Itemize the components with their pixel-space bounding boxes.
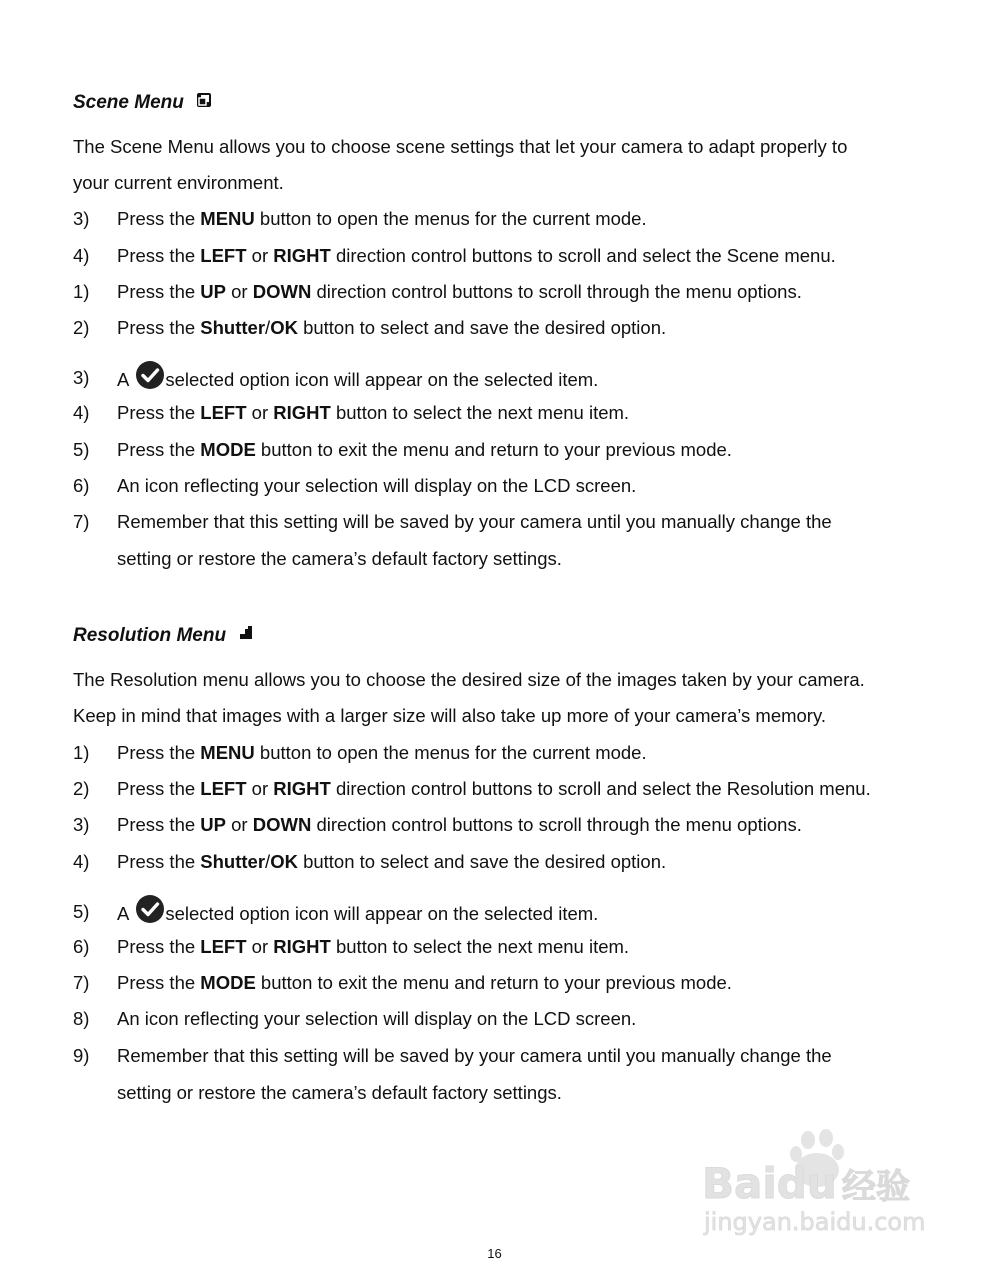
resolution-icon xyxy=(238,625,254,647)
checkmark-icon xyxy=(135,360,165,390)
button-name: LEFT xyxy=(200,936,247,957)
step-text xyxy=(117,504,947,577)
step-number: 9) xyxy=(73,1045,90,1066)
step-text xyxy=(117,807,947,844)
step-number: 4) xyxy=(73,402,90,423)
step-text-segment: selected option icon will appear on the selected item. xyxy=(165,903,599,924)
step-text-segment: Press the xyxy=(117,208,201,229)
step-text xyxy=(117,274,947,311)
step-text-segment: direction control buttons to scroll and select the Resolution menu. xyxy=(330,778,871,799)
step-text xyxy=(117,1001,947,1038)
step-number: 1) xyxy=(73,742,90,763)
step-number: 2) xyxy=(73,778,90,799)
step-number: 2) xyxy=(73,317,90,338)
step-number: 7) xyxy=(73,972,90,993)
step-text xyxy=(117,771,947,808)
step-number: 3) xyxy=(73,208,90,229)
step-text-segment: button to select and save the desired option. xyxy=(297,317,667,338)
step-text xyxy=(117,844,947,881)
step-text-segment: Press the xyxy=(117,439,201,460)
step-number: 1) xyxy=(73,281,90,302)
step-text-segment: A xyxy=(117,903,130,924)
step-number: 5) xyxy=(73,901,90,922)
step-text-segment: direction control buttons to scroll through the menu options. xyxy=(311,281,802,302)
checkmark-icon xyxy=(135,894,165,924)
step-text-segment: Press the xyxy=(117,851,201,872)
step-text-segment: A xyxy=(117,369,130,390)
step-text-segment: direction control buttons to scroll through the menu options. xyxy=(311,814,802,835)
resolution-intro-line-1: The Resolution menu allows you to choose the desired size of the images taken by your camera. xyxy=(73,669,865,690)
step-text xyxy=(117,735,947,772)
scene-intro-line-2: your current environment. xyxy=(73,172,284,193)
scene-menu-heading xyxy=(73,92,212,114)
resolution-intro-line-2: Keep in mind that images with a larger size will also take up more of your camera’s memory. xyxy=(73,705,826,726)
watermark-url: jingyan.baidu.com xyxy=(704,1208,926,1236)
step-text-segment: or xyxy=(246,936,274,957)
step-text-line: setting or restore the camera’s default factory settings. xyxy=(117,547,562,569)
step-text-line: Remember that this setting will be saved by your camera until you manually change the xyxy=(117,1045,832,1066)
step-number: 3) xyxy=(73,814,90,835)
button-name: MODE xyxy=(200,972,256,993)
button-name: LEFT xyxy=(200,402,247,423)
step-text-segment: or xyxy=(226,281,253,302)
button-name: DOWN xyxy=(252,814,312,835)
step-number: 5) xyxy=(73,439,90,460)
button-name: RIGHT xyxy=(273,402,331,423)
step-text-segment: or xyxy=(246,402,274,423)
resolution-menu-title: Resolution Menu xyxy=(73,625,227,646)
step-text-line: setting or restore the camera’s default factory settings. xyxy=(117,1081,562,1103)
step-text xyxy=(117,965,947,1002)
button-name: RIGHT xyxy=(273,778,331,799)
button-name: Shutter xyxy=(200,851,266,872)
resolution-menu-heading xyxy=(73,625,254,647)
step-text xyxy=(117,929,947,966)
button-name: DOWN xyxy=(252,281,312,302)
watermark-chinese: 经验 xyxy=(842,1167,910,1207)
step-text-segment: direction control buttons to scroll and select the Scene menu. xyxy=(330,245,836,266)
scene-intro-line-1: The Scene Menu allows you to choose scene settings that let your camera to adapt properly to xyxy=(73,136,848,157)
step-text-segment: button to exit the menu and return to your previous mode. xyxy=(255,439,732,460)
step-text-segment: / xyxy=(265,317,271,338)
button-name: Shutter xyxy=(200,317,266,338)
step-text-segment: Press the xyxy=(117,778,201,799)
step-text-segment: button to select and save the desired option. xyxy=(297,851,667,872)
step-text-segment: or xyxy=(226,814,253,835)
button-name: MODE xyxy=(200,439,256,460)
step-text-segment: Press the xyxy=(117,972,201,993)
step-text xyxy=(117,201,947,238)
button-name: LEFT xyxy=(200,245,247,266)
button-name: UP xyxy=(200,281,226,302)
step-number: 7) xyxy=(73,511,90,532)
step-text-segment: Press the xyxy=(117,281,201,302)
scene-menu-title: Scene Menu xyxy=(73,92,184,113)
step-text xyxy=(117,360,947,399)
button-name: UP xyxy=(200,814,226,835)
step-number: 4) xyxy=(73,851,90,872)
baidu-watermark xyxy=(696,1128,936,1238)
step-text-segment: Press the xyxy=(117,317,201,338)
step-text-line: Remember that this setting will be saved by your camera until you manually change the xyxy=(117,511,832,532)
step-text xyxy=(117,468,947,505)
step-number: 6) xyxy=(73,936,90,957)
step-text-segment: Press the xyxy=(117,814,201,835)
button-name: OK xyxy=(270,317,298,338)
step-text xyxy=(117,395,947,432)
watermark-brand: Baidu xyxy=(702,1159,837,1208)
scene-icon xyxy=(196,92,212,114)
step-number: 3) xyxy=(73,367,90,388)
step-text xyxy=(117,432,947,469)
button-name: LEFT xyxy=(200,778,247,799)
step-number: 4) xyxy=(73,245,90,266)
step-text xyxy=(117,238,947,275)
page-number: 16 xyxy=(487,1246,502,1261)
step-text-segment: or xyxy=(246,778,274,799)
step-number: 6) xyxy=(73,475,90,496)
step-text-segment: button to select the next menu item. xyxy=(330,936,630,957)
step-text-segment: button to select the next menu item. xyxy=(330,402,630,423)
step-text-segment: / xyxy=(265,851,271,872)
step-text-segment: An icon reflecting your selection will display on the LCD screen. xyxy=(117,475,637,496)
step-text-segment: Press the xyxy=(117,936,201,957)
step-text xyxy=(117,310,947,347)
step-text-segment: selected option icon will appear on the selected item. xyxy=(165,369,599,390)
button-name: OK xyxy=(270,851,298,872)
button-name: RIGHT xyxy=(273,245,331,266)
step-text xyxy=(117,1038,947,1111)
button-name: MENU xyxy=(200,208,255,229)
step-text-segment: button to exit the menu and return to your previous mode. xyxy=(255,972,732,993)
step-text-segment: An icon reflecting your selection will display on the LCD screen. xyxy=(117,1008,637,1029)
button-name: RIGHT xyxy=(273,936,331,957)
step-text-segment: or xyxy=(246,245,274,266)
step-text-segment: Press the xyxy=(117,742,201,763)
step-text xyxy=(117,894,947,933)
step-text-segment: Press the xyxy=(117,402,201,423)
button-name: MENU xyxy=(200,742,255,763)
step-number: 8) xyxy=(73,1008,90,1029)
step-text-segment: button to open the menus for the current mode. xyxy=(254,742,647,763)
step-text-segment: Press the xyxy=(117,245,201,266)
step-text-segment: button to open the menus for the current mode. xyxy=(254,208,647,229)
